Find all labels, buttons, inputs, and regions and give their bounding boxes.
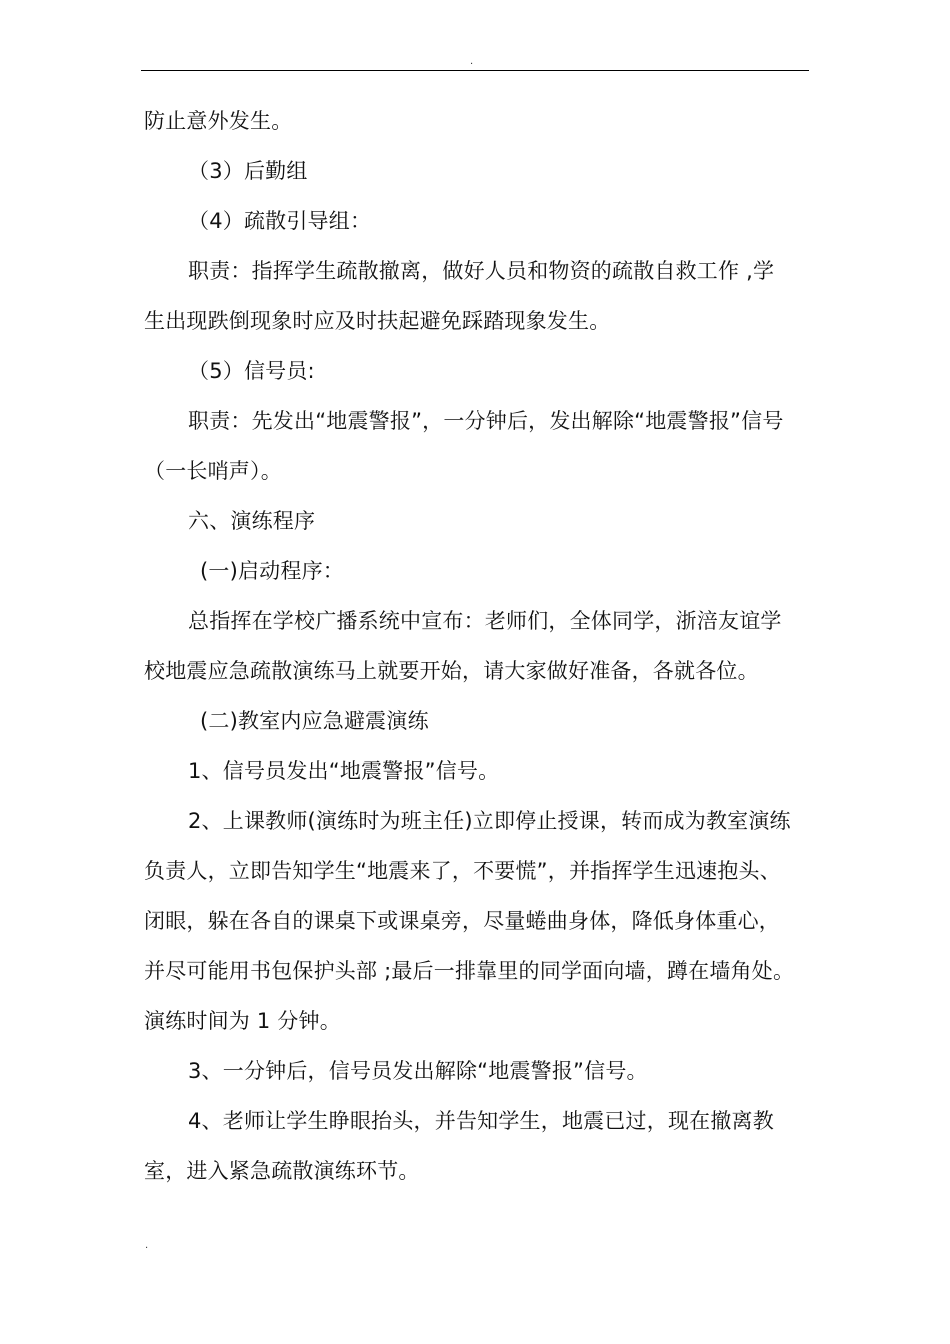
paragraph-line: 闭眼，躲在各自的课桌下或课桌旁，尽量蜷曲身体，降低身体重心， <box>144 909 780 933</box>
footer-mark: . <box>145 1240 149 1251</box>
paragraph-line: 总指挥在学校广播系统中宣布：老师们，全体同学，浙涪友谊学 <box>188 609 782 633</box>
header-mark: . <box>470 56 474 67</box>
section-heading-logistics: （3）后勤组 <box>188 159 308 183</box>
header-rule <box>141 70 809 71</box>
list-item: 1、信号员发出“地震警报”信号。 <box>188 759 500 783</box>
subsection-heading-classroom-drill: (二)教室内应急避震演练 <box>200 709 429 733</box>
paragraph-line: 并尽可能用书包保护头部 ;最后一排靠里的同学面向墙，蹲在墙角处。 <box>144 959 795 983</box>
section-heading-signaler: （5）信号员: <box>188 359 315 383</box>
paragraph-line: 负责人，立即告知学生“地震来了，不要慌”，并指挥学生迅速抱头、 <box>144 859 781 883</box>
paragraph-line: 职责：指挥学生疏散撤离，做好人员和物资的疏散自救工作 ,学 <box>188 259 775 283</box>
document-body <box>144 96 820 1196</box>
section-heading-evacuation-guide: （4）疏散引导组： <box>188 209 372 233</box>
list-item: 2、上课教师(演练时为班主任)立即停止授课，转而成为教室演练 <box>188 809 791 833</box>
paragraph-line: 防止意外发生。 <box>144 109 293 133</box>
list-item: 4、老师让学生睁眼抬头，并告知学生，地震已过，现在撤离教 <box>188 1109 774 1133</box>
paragraph-line: 生出现跌倒现象时应及时扶起避免踩踏现象发生。 <box>144 309 611 333</box>
paragraph-line: （一长哨声）。 <box>144 459 282 483</box>
subsection-heading-startup: (一)启动程序： <box>200 559 344 583</box>
paragraph-line: 室，进入紧急疏散演练环节。 <box>144 1159 420 1183</box>
paragraph-line: 演练时间为 1 分钟。 <box>144 1009 341 1033</box>
paragraph-line: 职责：先发出“地震警报”，一分钟后，发出解除“地震警报”信号 <box>188 409 784 433</box>
list-item: 3、一分钟后，信号员发出解除“地震警报”信号。 <box>188 1059 648 1083</box>
section-heading-drill-procedure: 六、演练程序 <box>188 509 316 533</box>
paragraph-line: 校地震应急疏散演练马上就要开始，请大家做好准备，各就各位。 <box>144 659 759 683</box>
